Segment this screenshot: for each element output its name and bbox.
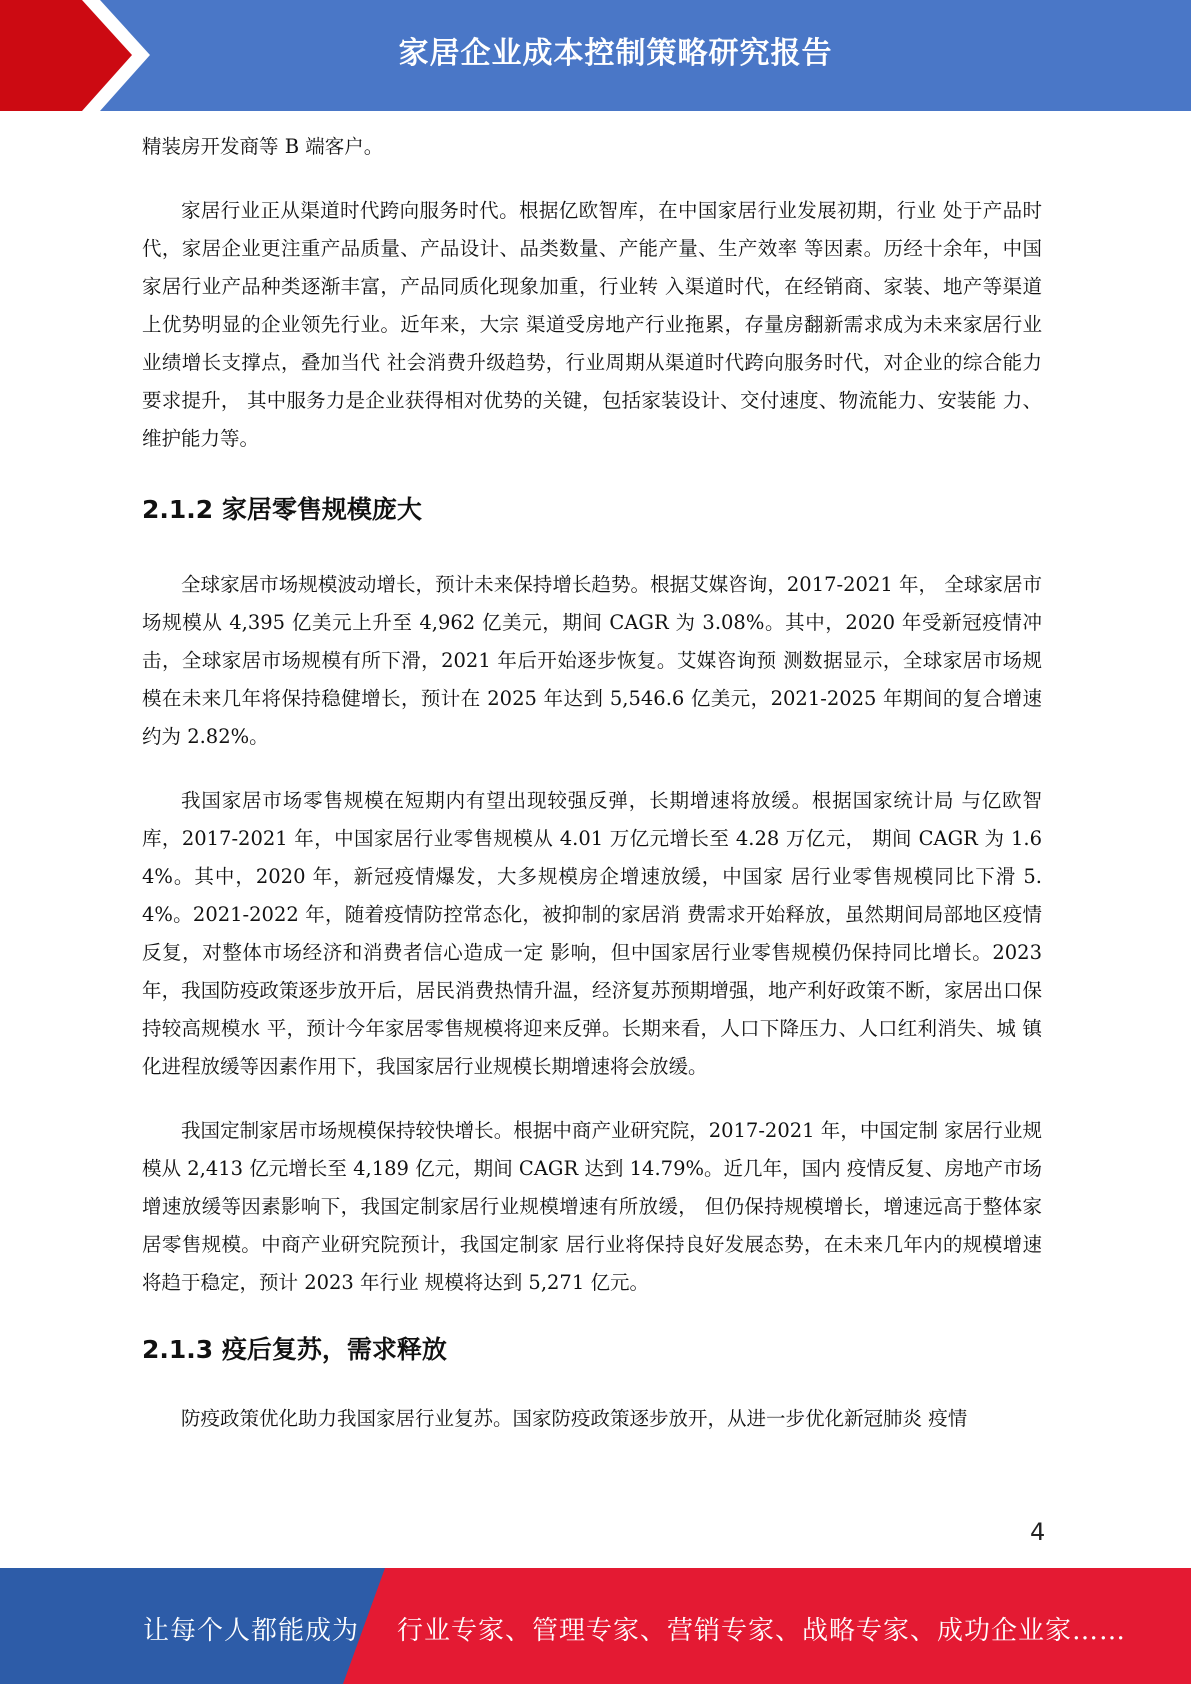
- paragraph-service-era: 家居行业正从渠道时代跨向服务时代。根据亿欧智库，在中国家居行业发展初期，行业 处于产品时代，家居企业更注重产品质量、产品设计、品类数量、产能产量、生产效率 等因素。历经十余年，中国家居行业产品种类逐渐丰富，产品同质化现象加重，行业转 入渠道时代，在经销商、家装、地产等渠道上优势明显的企业领先行业。近年来，大宗 渠道受房地产行业拖累，存量房翻新需求成为未来家居行业业绩增长支撑点，叠加当代 社会消费升级趋势，行业周期从渠道时代跨向服务时代，对企业的综合能力要求提升， 其中服务力是企业获得相对优势的关键，包括家装设计、交付速度、物流能力、安装能 力、维护能力等。: [142, 199, 1042, 450]
- section-heading-2-1-2: 2.1.2 家居零售规模庞大: [142, 495, 422, 524]
- section-heading-2-1-3: 2.1.3 疫后复苏，需求释放: [142, 1335, 447, 1364]
- paragraph-china-retail: 我国家居市场零售规模在短期内有望出现较强反弹，长期增速将放缓。根据国家统计局 与亿欧智库，2017-2021 年，中国家居行业零售规模从 4.01 万亿元增长至 4.28 万亿元， 期间 CAGR 为 1.64%。其中，2020 年，新冠疫情爆发，大多规模房企增速放缓，中国家 居行业零售规模同比下滑 5.4%。2021-2022 年，随着疫情防控常态化，被抑制的家居消 费需求开始释放，虽然期间局部地区疫情反复，对整体市场经济和消费者信心造成一定 影响，但中国家居行业零售规模仍保持同比增长。2023 年，我国防疫政策逐步放开后，居民消费热情升温，经济复苏预期增强，地产利好政策不断，家居出口保持较高规模水 平，预计今年家居零售规模将迎来反弹。长期来看，人口下降压力、人口红利消失、城 镇化进程放缓等因素作用下，我国家居行业规模长期增速将会放缓。: [142, 789, 1042, 1078]
- footer-slogan-right: 行业专家、管理专家、营销专家、战略专家、成功企业家……: [397, 1616, 1127, 1646]
- paragraph-custom-furniture: 我国定制家居市场规模保持较快增长。根据中商产业研究院，2017-2021 年，中国定制 家居行业规模从 2,413 亿元增长至 4,189 亿元，期间 CAGR 达到 14.79%。近几年，国内 疫情反复、房地产市场增速放缓等因素影响下，我国定制家居行业规模增速有所放缓， 但仍保持规模增长，增速远高于整体家居零售规模。中商产业研究院预计，我国定制家 居行业将保持良好发展态势，在未来几年内的规模增速将趋于稳定，预计 2023 年行业 规模将达到 5,271 亿元。: [142, 1119, 1042, 1294]
- paragraph-recovery: 防疫政策优化助力我国家居行业复苏。国家防疫政策逐步放开，从进一步优化新冠肺炎 疫情: [181, 1407, 968, 1430]
- document-body: [142, 128, 1042, 1438]
- page-header: [0, 0, 1191, 111]
- page-number: 4: [1030, 1518, 1046, 1546]
- footer-slogan-left: 让每个人都能成为: [143, 1616, 360, 1646]
- paragraph-continuation: 精装房开发商等 B 端客户。: [142, 135, 384, 158]
- report-title: 家居企业成本控制策略研究报告: [398, 36, 833, 71]
- paragraph-global-market: 全球家居市场规模波动增长，预计未来保持增长趋势。根据艾媒咨询，2017-2021 年， 全球家居市场规模从 4,395 亿美元上升至 4,962 亿美元，期间 CAGR 为 3.08%。其中，2020 年受新冠疫情冲击，全球家居市场规模有所下滑，2021 年后开始逐步恢复。艾媒咨询预 测数据显示，全球家居市场规模在未来几年将保持稳健增长，预计在 2025 年达到 5,546.6 亿美元，2021-2025 年期间的复合增速约为 2.82%。: [142, 573, 1042, 748]
- page-footer: [0, 1568, 1191, 1684]
